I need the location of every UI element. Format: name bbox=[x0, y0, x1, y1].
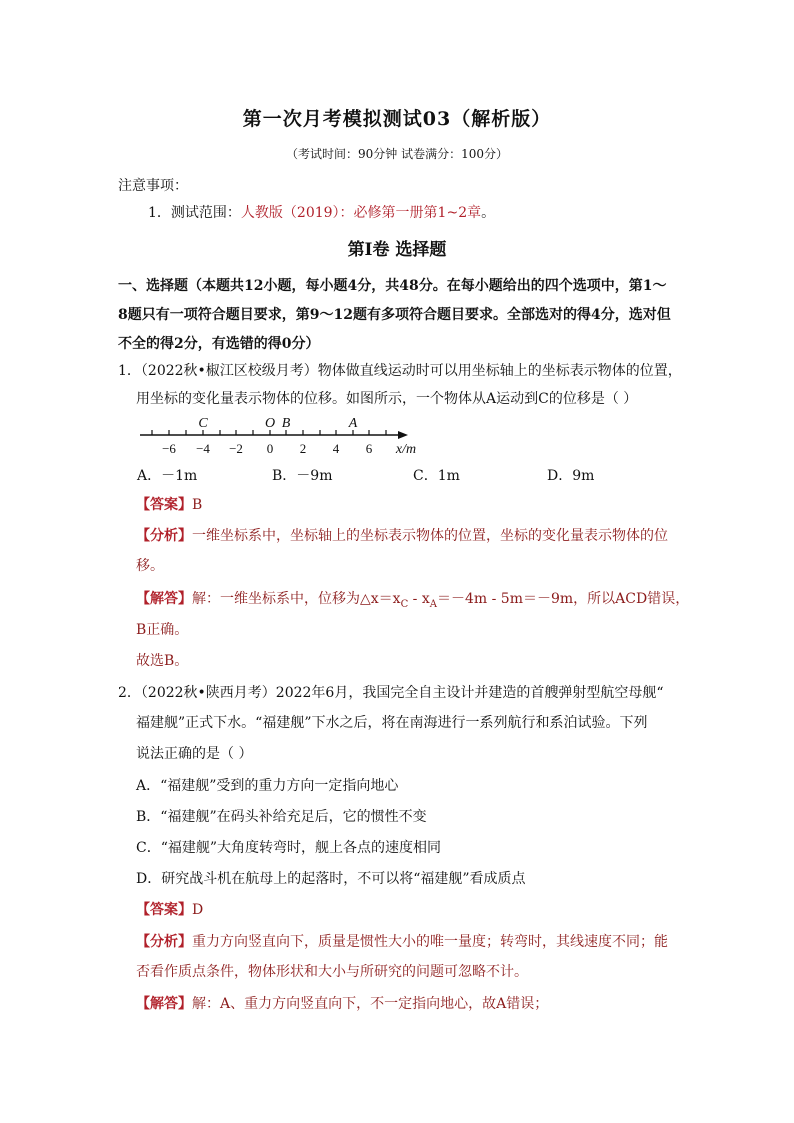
section-title: 第Ⅰ卷 选择题 bbox=[347, 240, 447, 260]
q1-analysis-line-1 bbox=[136, 526, 668, 546]
q1-solution-line-2: B正确。 bbox=[136, 622, 189, 638]
q2-stem-line-1: 2．（2022秋•陕西月考）2022年6月，我国完全自主设计并建造的首艘弹射型航空母舰“ bbox=[118, 685, 664, 701]
instructions-line-3: 不全的得2分，有选错的得0分） bbox=[118, 336, 320, 352]
q1-analysis-line-2: 移。 bbox=[136, 558, 164, 574]
analysis-label: 【分析】 bbox=[136, 934, 192, 950]
solution-label: 【解答】 bbox=[136, 591, 192, 607]
notes-label: 注意事项： bbox=[118, 178, 188, 194]
exam-info: （考试时间：90分钟 试卷满分：100分） bbox=[286, 147, 508, 161]
tick-label: −2 bbox=[229, 441, 243, 456]
tick-label: 6 bbox=[365, 441, 373, 456]
q2-option-c: C．“福建舰”大角度转弯时，舰上各点的速度相同 bbox=[136, 840, 442, 856]
q2-option-b: B．“福建舰”在码头补给充足后，它的惯性不变 bbox=[136, 809, 427, 825]
notes-item-1 bbox=[148, 203, 495, 223]
q1-conclusion: 故选B。 bbox=[136, 653, 189, 669]
axis-arrow-icon bbox=[398, 431, 408, 439]
notes-item-prefix: 1．测试范围： bbox=[148, 205, 241, 221]
tick-label: 4 bbox=[332, 441, 340, 456]
q2-analysis-line-2: 否看作质点条件，物体形状和大小与所研究的问题可忽略不计。 bbox=[136, 964, 528, 980]
point-label-b: B bbox=[281, 416, 291, 431]
q2-analysis-line-1 bbox=[136, 932, 668, 952]
instructions-line-1: 一、选择题（本题共12小题，每小题4分，共48分。在每小题给出的四个选项中，第1～ bbox=[118, 278, 667, 294]
q2-answer bbox=[136, 900, 203, 920]
notes-item-scope: 人教版（2019）：必修第一册第1~2章 bbox=[240, 205, 482, 221]
notes-item-suffix: 。 bbox=[481, 205, 496, 221]
q1-option-b: B．－9m bbox=[272, 468, 333, 484]
tick-label: −6 bbox=[162, 441, 176, 456]
q1-solution-line-1 bbox=[136, 589, 689, 615]
q2-option-a: A．“福建舰”受到的重力方向一定指向地心 bbox=[136, 778, 399, 794]
point-label-o: O bbox=[264, 416, 276, 431]
q2-stem-line-3: 说法正确的是（ ） bbox=[136, 746, 253, 762]
analysis-label: 【分析】 bbox=[136, 528, 192, 544]
analysis-text: 重力方向竖直向下，质量是惯性大小的唯一量度；转弯时，其线速度不同；能 bbox=[192, 934, 668, 950]
axis-unit-label: x/m bbox=[395, 442, 417, 457]
q2-stem-line-2: 福建舰”正式下水。“福建舰”下水之后，将在南海进行一系列航行和系泊试验。下列 bbox=[136, 715, 648, 731]
solution-label: 【解答】 bbox=[136, 996, 192, 1012]
document-title: 第一次月考模拟测试03（解析版） bbox=[242, 108, 552, 130]
answer-label: 【答案】 bbox=[136, 902, 192, 918]
q2-option-d: D．研究战斗机在航母上的起落时，不可以将“福建舰”看成质点 bbox=[136, 871, 526, 887]
tick-label: −4 bbox=[196, 441, 210, 456]
tick-label: 0 bbox=[266, 441, 274, 456]
solution-text: 解：一维坐标系中，位移为$\triangle x=x_C - x_A=-4m - 5m=-9m$，所以ACD错误， bbox=[192, 591, 690, 610]
number-line-figure bbox=[136, 412, 426, 458]
q1-stem-line-2: 用坐标的变化量表示物体的位移。如图所示，一个物体从A运动到C的位移是（ ） bbox=[136, 391, 638, 407]
answer-label: 【答案】 bbox=[136, 497, 192, 513]
answer-value: B bbox=[192, 497, 203, 513]
q1-option-c: C．1m bbox=[413, 468, 460, 484]
analysis-text: 一维坐标系中，坐标轴上的坐标表示物体的位置，坐标的变化量表示物体的位 bbox=[192, 528, 668, 544]
solution-text: 解：A、重力方向竖直向下，不一定指向地心，故A错误； bbox=[192, 996, 549, 1012]
instructions-line-2: 8题只有一项符合题目要求，第9～12题有多项符合题目要求。全部选对的得4分，选对但 bbox=[118, 307, 671, 323]
q1-option-d: D．9m bbox=[547, 468, 595, 484]
q2-solution-line-1 bbox=[136, 994, 548, 1014]
point-label-c: C bbox=[198, 416, 208, 431]
tick-label: 2 bbox=[299, 441, 307, 456]
answer-value: D bbox=[192, 902, 204, 918]
q1-answer bbox=[136, 495, 202, 515]
q1-stem-line-1: 1．（2022秋•椒江区校级月考）物体做直线运动时可以用坐标轴上的坐标表示物体的位置， bbox=[118, 363, 682, 379]
point-label-a: A bbox=[348, 416, 358, 431]
q1-option-a: A．－1m bbox=[137, 468, 198, 484]
